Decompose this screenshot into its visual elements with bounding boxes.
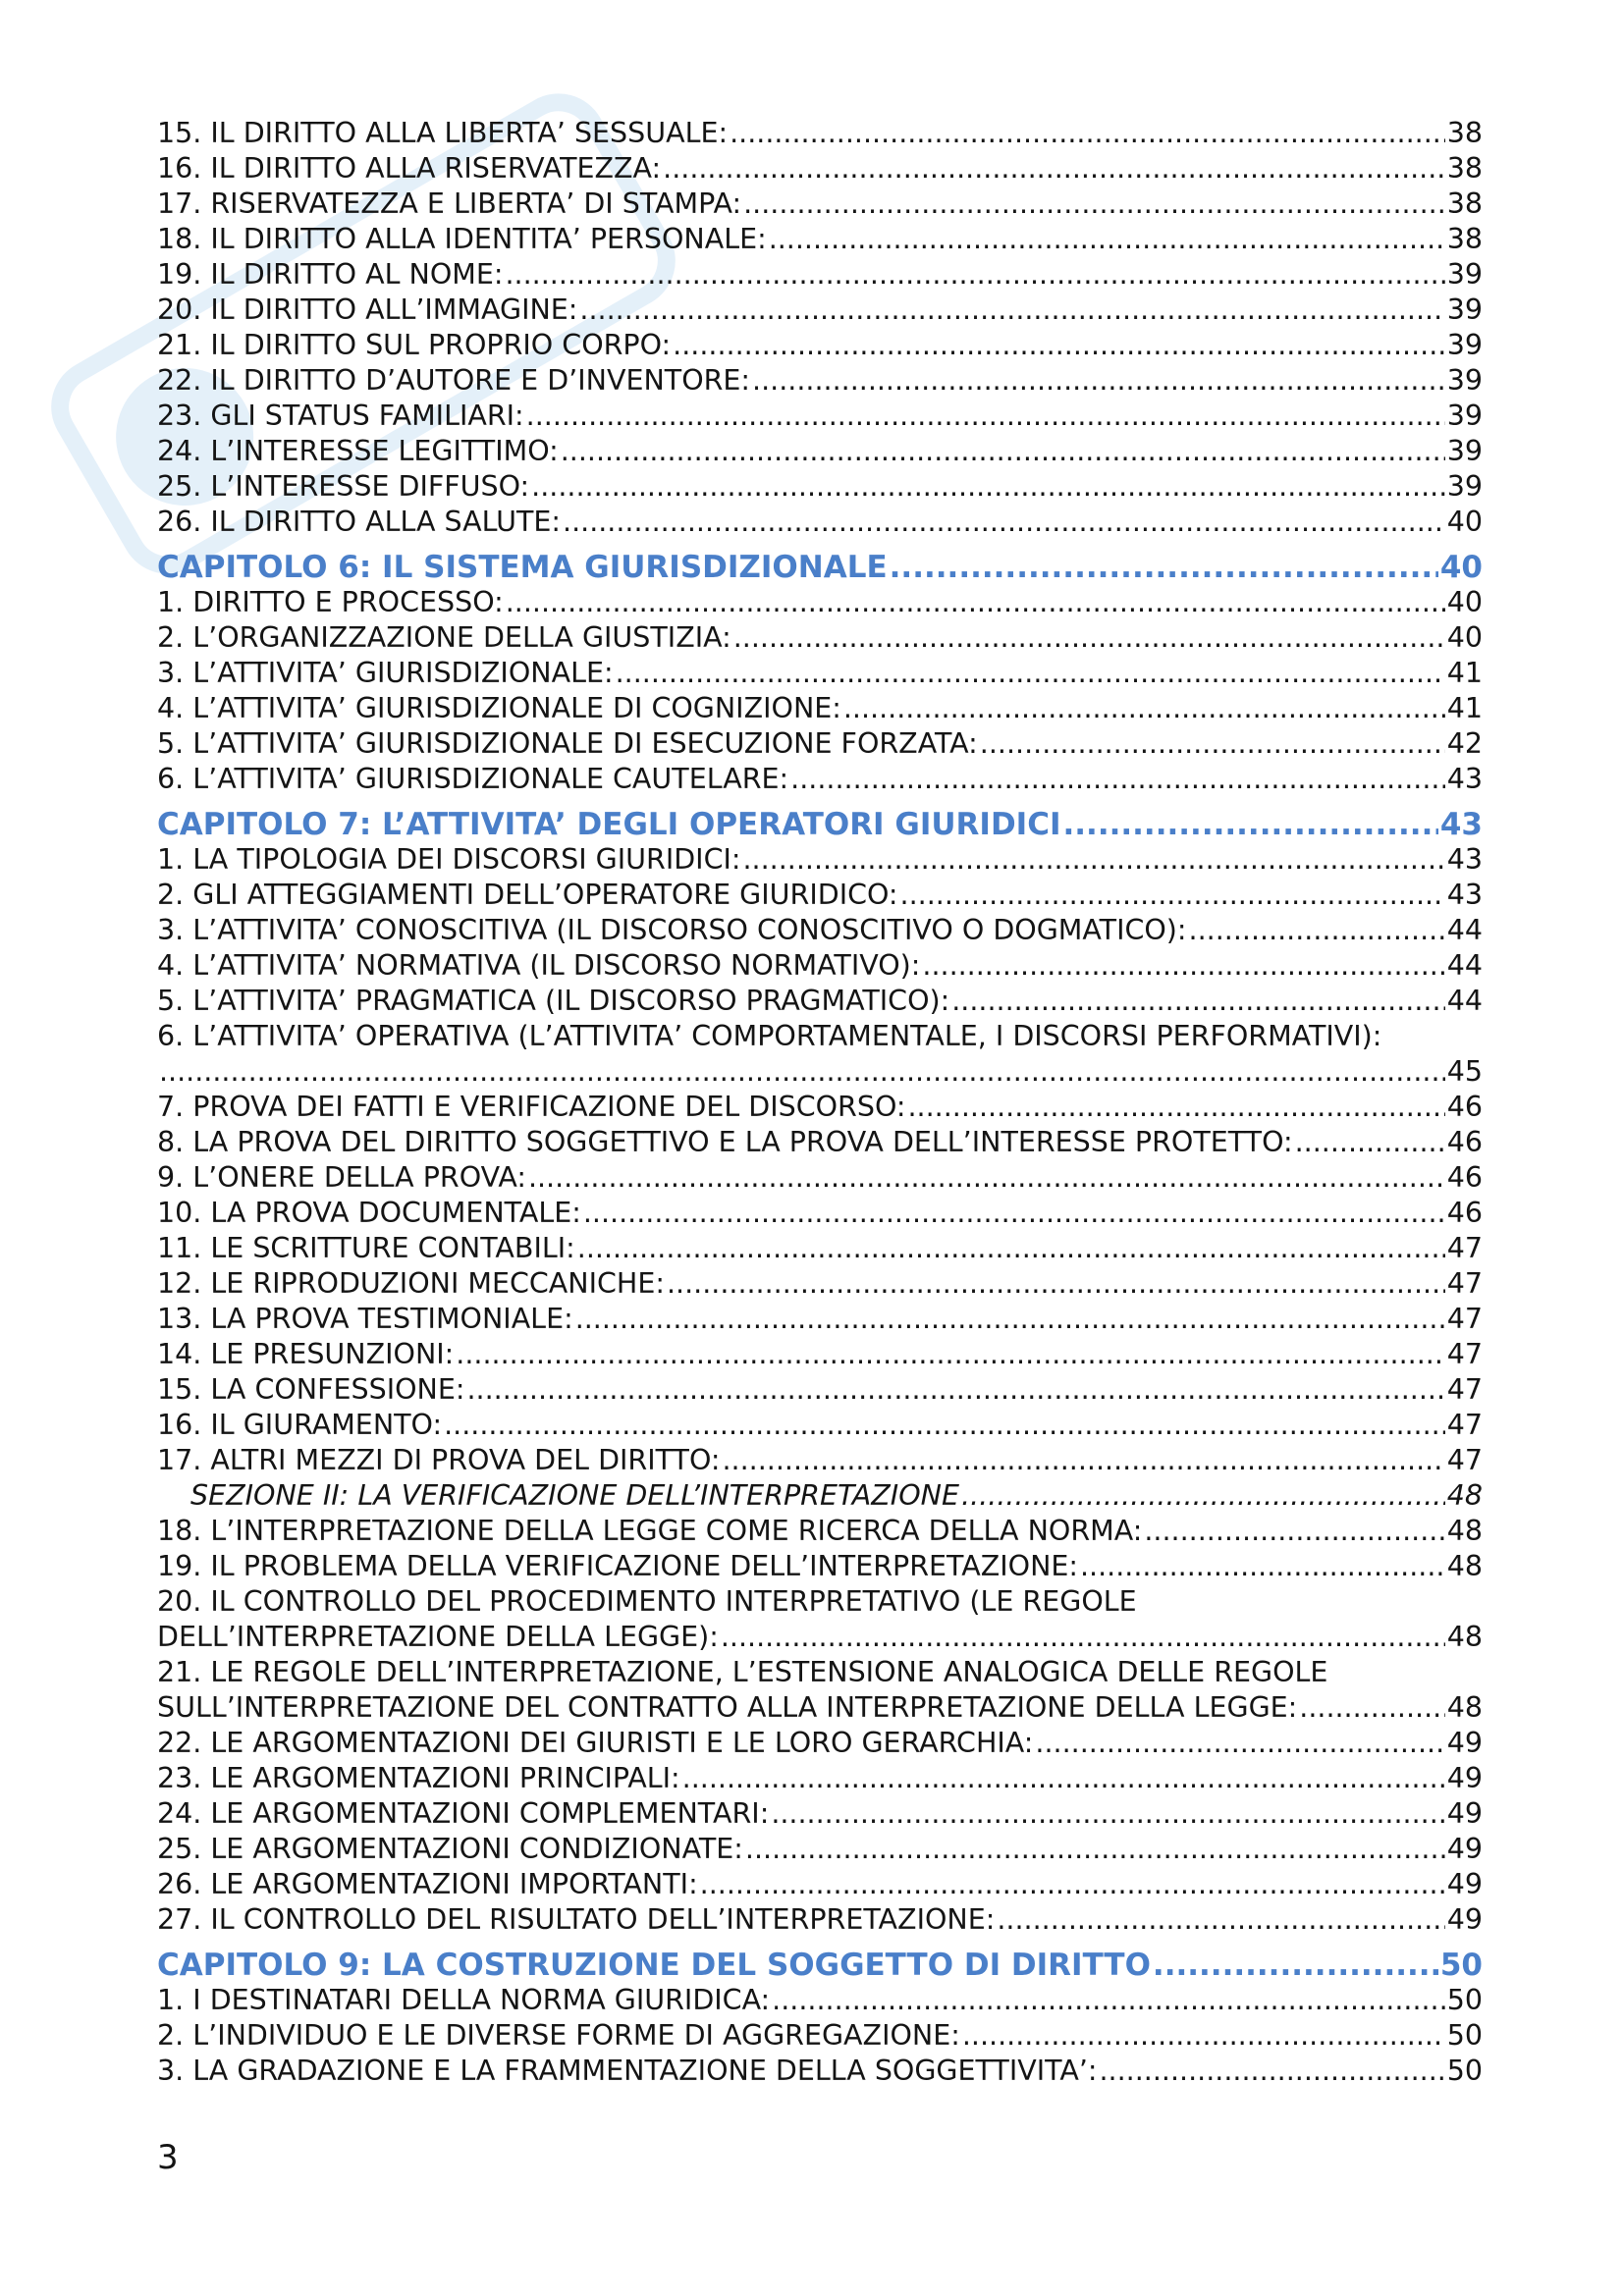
toc-entry[interactable] [157, 1796, 1483, 1832]
toc-block-section2-items [157, 1514, 1483, 1584]
chapter-page: 50 [1439, 1948, 1483, 1983]
entry-title: 20. IL CONTROLLO DEL PROCEDIMENTO INTERPRETATIVO (LE REGOLE [157, 1585, 1137, 1618]
leader-dots [528, 1160, 1445, 1196]
toc-entry[interactable] [157, 1160, 1483, 1196]
toc-entry[interactable] [157, 469, 1483, 505]
entry-title: 16. IL GIURAMENTO: [157, 1409, 443, 1441]
entry-page: 40 [1446, 586, 1483, 618]
leader-dots [900, 878, 1445, 913]
toc-entry[interactable] [157, 1231, 1483, 1266]
entry-page: 40 [1446, 506, 1483, 538]
toc-entry[interactable] [157, 1337, 1483, 1372]
leader-dots [506, 585, 1445, 620]
entry-page: 43 [1446, 763, 1483, 795]
toc-entry[interactable] [157, 1090, 1483, 1125]
toc-entry-20-line2[interactable] [157, 1620, 1483, 1655]
toc-entry[interactable] [157, 762, 1483, 797]
entry-page: 48 [1446, 1515, 1483, 1547]
entry-page: 39 [1446, 400, 1483, 432]
toc-entry[interactable] [157, 726, 1483, 762]
leader-dots [700, 1867, 1445, 1902]
entry-title: 26. IL DIRITTO ALLA SALUTE: [157, 506, 562, 538]
entry-page: 48 [1446, 1621, 1483, 1653]
leader-dots [563, 505, 1445, 540]
leader-dots [843, 691, 1445, 726]
leader-dots [682, 1761, 1445, 1796]
entry-title: 11. LE SCRITTURE CONTABILI: [157, 1232, 575, 1264]
leader-dots [771, 1796, 1444, 1832]
leader-dots [526, 399, 1445, 434]
chapter-page: 43 [1439, 807, 1483, 842]
entry-title: 9. L’ONERE DELLA PROVA: [157, 1161, 526, 1194]
entry-page: 46 [1446, 1126, 1483, 1158]
toc-block-chapter7-items-a [157, 842, 1483, 1019]
entry-title: 15. IL DIRITTO ALLA LIBERTA’ SESSUALE: [157, 117, 729, 149]
toc-entry[interactable] [157, 1832, 1483, 1867]
entry-page: 48 [1446, 1550, 1483, 1582]
toc-chapter-6[interactable] [157, 550, 1483, 585]
entry-page: 39 [1446, 364, 1483, 397]
entry-title: 26. LE ARGOMENTAZIONI IMPORTANTI: [157, 1868, 698, 1900]
entry-title: 19. IL PROBLEMA DELLA VERIFICAZIONE DELL’INTERPRETAZIONE: [157, 1550, 1078, 1582]
toc-block-section2-items-b [157, 1726, 1483, 1938]
entry-title: 8. LA PROVA DEL DIRITTO SOGGETTIVO E LA PROVA DELL’INTERESSE PROTETTO: [157, 1126, 1293, 1158]
entry-title: 16. IL DIRITTO ALLA RISERVATEZZA: [157, 152, 662, 185]
entry-title: 17. RISERVATEZZA E LIBERTA’ DI STAMPA: [157, 187, 742, 220]
toc-entry[interactable] [157, 257, 1483, 293]
entry-title: 10. LA PROVA DOCUMENTALE: [157, 1197, 581, 1229]
entry-page: 39 [1446, 294, 1483, 326]
leader-dots [1080, 1549, 1445, 1584]
toc-entry[interactable] [157, 1302, 1483, 1337]
entry-title: 4. L’ATTIVITA’ NORMATIVA (IL DISCORSO NORMATIVO): [157, 949, 921, 982]
leader-dots [922, 948, 1444, 984]
entry-page: 38 [1446, 117, 1483, 149]
leader-dots [1295, 1125, 1445, 1160]
entry-page: 44 [1446, 949, 1483, 982]
leader-dots [579, 293, 1444, 328]
toc-entry[interactable] [157, 434, 1483, 469]
toc-chapter-7[interactable] [157, 807, 1483, 842]
page-number: 3 [157, 2138, 179, 2177]
toc-entry[interactable] [157, 222, 1483, 257]
entry-title: 25. L’INTERESSE DIFFUSO: [157, 470, 530, 503]
toc-entry[interactable] [157, 878, 1483, 913]
leader-dots [1153, 1948, 1438, 1983]
toc-entry[interactable] [157, 1514, 1483, 1549]
entry-page: 47 [1446, 1303, 1483, 1335]
toc-block-chapter6-items [157, 585, 1483, 797]
leader-dots [790, 762, 1445, 797]
entry-page: 48 [1446, 1691, 1483, 1724]
entry-title: DELL’INTERPRETAZIONE DELLA LEGGE): [157, 1621, 719, 1653]
entry-title: 5. L’ATTIVITA’ PRAGMATICA (IL DISCORSO PRAGMATICO): [157, 985, 950, 1017]
chapter-title: CAPITOLO 9: LA COSTRUZIONE DEL SOGGETTO DI DIRITTO [157, 1948, 1151, 1983]
toc-block-chapter7-items-b [157, 1090, 1483, 1478]
entry-page: 42 [1446, 727, 1483, 760]
toc-entry[interactable] [157, 2054, 1483, 2089]
toc-entry[interactable] [157, 363, 1483, 399]
leader-dots [1035, 1726, 1444, 1761]
section-title: SEZIONE II: LA VERIFICAZIONE DELL’INTERPRETAZIONE [190, 1479, 959, 1512]
leader-dots [583, 1196, 1445, 1231]
leader-dots [951, 984, 1444, 1019]
entry-page: 49 [1446, 1762, 1483, 1794]
leader-dots [962, 2018, 1445, 2054]
table-of-contents [157, 116, 1483, 2089]
leader-dots [444, 1408, 1445, 1443]
toc-section-2[interactable] [157, 1478, 1483, 1514]
leader-dots [575, 1302, 1445, 1337]
leader-dots [505, 257, 1444, 293]
toc-entry[interactable] [157, 620, 1483, 656]
entry-page: 38 [1446, 152, 1483, 185]
leader-dots [466, 1372, 1444, 1408]
leader-dots [616, 656, 1445, 691]
entry-title: 6. L’ATTIVITA’ OPERATIVA (L’ATTIVITA’ COMPORTAMENTALE, I DISCORSI PERFORMATIVI): [157, 1020, 1382, 1052]
entry-page: 47 [1446, 1338, 1483, 1370]
toc-block-chapter5-items [157, 116, 1483, 540]
leader-dots [961, 1478, 1445, 1514]
leader-dots [1063, 807, 1438, 842]
entry-title: 23. GLI STATUS FAMILIARI: [157, 400, 524, 432]
entry-page: 43 [1446, 879, 1483, 911]
entry-title: 3. L’ATTIVITA’ GIURISDIZIONALE: [157, 657, 614, 689]
toc-entry[interactable] [157, 187, 1483, 222]
entry-title: 6. L’ATTIVITA’ GIURISDIZIONALE CAUTELARE: [157, 763, 789, 795]
leader-dots [980, 726, 1445, 762]
entry-title: 2. L’ORGANIZZAZIONE DELLA GIUSTIZIA: [157, 621, 731, 654]
toc-entry-21-line2[interactable] [157, 1690, 1483, 1726]
entry-page: 46 [1446, 1091, 1483, 1123]
toc-entry[interactable] [157, 691, 1483, 726]
entry-title: 14. LE PRESUNZIONI: [157, 1338, 455, 1370]
entry-title: 1. DIRITTO E PROCESSO: [157, 586, 504, 618]
toc-entry[interactable] [157, 656, 1483, 691]
entry-page: 47 [1446, 1373, 1483, 1406]
entry-title: 24. LE ARGOMENTAZIONI COMPLEMENTARI: [157, 1797, 770, 1830]
entry-title: 20. IL DIRITTO ALL’IMMAGINE: [157, 294, 578, 326]
entry-title: 22. IL DIRITTO D’AUTORE E D’INVENTORE: [157, 364, 751, 397]
toc-entry[interactable] [157, 1266, 1483, 1302]
chapter-page: 40 [1439, 550, 1483, 585]
entry-page: 49 [1446, 1903, 1483, 1936]
entry-page: 40 [1446, 621, 1483, 654]
leader-dots [577, 1231, 1445, 1266]
toc-entry-21-line1[interactable] [157, 1655, 1483, 1690]
entry-title: 21. LE REGOLE DELL’INTERPRETAZIONE, L’ESTENSIONE ANALOGICA DELLE REGOLE [157, 1656, 1328, 1688]
entry-page: 38 [1446, 223, 1483, 255]
entry-page: 45 [1446, 1055, 1483, 1088]
leader-dots [769, 222, 1445, 257]
toc-entry[interactable] [157, 1372, 1483, 1408]
toc-entry[interactable] [157, 1125, 1483, 1160]
leader-dots [722, 1443, 1444, 1478]
entry-title: 15. LA CONFESSIONE: [157, 1373, 465, 1406]
toc-entry[interactable] [157, 1408, 1483, 1443]
toc-entry[interactable] [157, 842, 1483, 878]
leader-dots [907, 1090, 1444, 1125]
entry-page: 50 [1446, 2019, 1483, 2052]
entry-page: 50 [1446, 1984, 1483, 2016]
toc-entry[interactable] [157, 984, 1483, 1019]
leader-dots [733, 620, 1445, 656]
entry-page: 41 [1446, 657, 1483, 689]
entry-title: 2. GLI ATTEGGIAMENTI DELL’OPERATORE GIURIDICO: [157, 879, 898, 911]
entry-page: 39 [1446, 470, 1483, 503]
entry-title: 1. LA TIPOLOGIA DEI DISCORSI GIURIDICI: [157, 843, 741, 876]
toc-entry[interactable] [157, 116, 1483, 151]
entry-title: 18. L’INTERPRETAZIONE DELLA LEGGE COME RICERCA DELLA NORMA: [157, 1515, 1143, 1547]
entry-page: 50 [1446, 2055, 1483, 2087]
toc-entry[interactable] [157, 151, 1483, 187]
entry-page: 47 [1446, 1232, 1483, 1264]
entry-page: 47 [1446, 1267, 1483, 1300]
toc-entry[interactable] [157, 585, 1483, 620]
leader-dots [890, 550, 1438, 585]
entry-page: 39 [1446, 258, 1483, 291]
entry-page: 44 [1446, 985, 1483, 1017]
entry-title: 3. L’ATTIVITA’ CONOSCITIVA (IL DISCORSO CONOSCITIVO O DOGMATICO): [157, 914, 1187, 946]
leader-dots [772, 1983, 1445, 2018]
leader-dots [752, 363, 1445, 399]
toc-entry[interactable] [157, 505, 1483, 540]
leader-dots [1299, 1690, 1444, 1726]
toc-entry[interactable] [157, 1726, 1483, 1761]
toc-entry-20-line1[interactable] [157, 1584, 1483, 1620]
entry-title: 3. LA GRADAZIONE E LA FRAMMENTAZIONE DELLA SOGGETTIVITA’: [157, 2055, 1098, 2087]
toc-entry[interactable] [157, 1196, 1483, 1231]
entry-title: 18. IL DIRITTO ALLA IDENTITA’ PERSONALE: [157, 223, 767, 255]
entry-title: 13. LA PROVA TESTIMONIALE: [157, 1303, 573, 1335]
leader-dots [1189, 913, 1445, 948]
leader-dots [561, 434, 1445, 469]
entry-title: 5. L’ATTIVITA’ GIURISDIZIONALE DI ESECUZIONE FORZATA: [157, 727, 978, 760]
entry-page: 46 [1446, 1161, 1483, 1194]
toc-entry-6-line1[interactable] [157, 1019, 1483, 1054]
toc-entry[interactable] [157, 399, 1483, 434]
entry-title: 22. LE ARGOMENTAZIONI DEI GIURISTI E LE LORO GERARCHIA: [157, 1727, 1034, 1759]
leader-dots [745, 1832, 1445, 1867]
entry-page: 49 [1446, 1797, 1483, 1830]
entry-page: 44 [1446, 914, 1483, 946]
toc-entry[interactable] [157, 1549, 1483, 1584]
entry-title: 27. IL CONTROLLO DEL RISULTATO DELL’INTERPRETAZIONE: [157, 1903, 996, 1936]
entry-title: 19. IL DIRITTO AL NOME: [157, 258, 504, 291]
chapter-title: CAPITOLO 7: L’ATTIVITA’ DEGLI OPERATORI GIURIDICI [157, 807, 1061, 842]
entry-title: 21. IL DIRITTO SUL PROPRIO CORPO: [157, 329, 672, 361]
toc-entry[interactable] [157, 1902, 1483, 1938]
toc-entry[interactable] [157, 948, 1483, 984]
entry-title: 4. L’ATTIVITA’ GIURISDIZIONALE DI COGNIZIONE: [157, 692, 841, 724]
entry-page: 47 [1446, 1444, 1483, 1476]
entry-page: 49 [1446, 1833, 1483, 1865]
entry-title: SULL’INTERPRETAZIONE DEL CONTRATTO ALLA INTERPRETAZIONE DELLA LEGGE: [157, 1691, 1298, 1724]
section-page: 48 [1446, 1479, 1483, 1512]
leader-dots [531, 469, 1445, 505]
entry-page: 49 [1446, 1868, 1483, 1900]
leader-dots [997, 1902, 1444, 1938]
toc-entry[interactable] [157, 2018, 1483, 2054]
leader-dots [730, 116, 1445, 151]
leader-dots [1144, 1514, 1444, 1549]
toc-entry[interactable] [157, 1867, 1483, 1902]
entry-page: 38 [1446, 187, 1483, 220]
leader-dots [673, 328, 1445, 363]
leader-dots [456, 1337, 1444, 1372]
entry-page: 41 [1446, 692, 1483, 724]
chapter-title: CAPITOLO 6: IL SISTEMA GIURISDIZIONALE [157, 550, 888, 585]
entry-page: 49 [1446, 1727, 1483, 1759]
leader-dots [742, 842, 1444, 878]
leader-dots [1100, 2054, 1445, 2089]
entry-page: 46 [1446, 1197, 1483, 1229]
entry-title: 7. PROVA DEI FATTI E VERIFICAZIONE DEL DISCORSO: [157, 1091, 906, 1123]
entry-title: 12. LE RIPRODUZIONI MECCANICHE: [157, 1267, 665, 1300]
entry-page: 47 [1446, 1409, 1483, 1441]
toc-entry[interactable] [157, 913, 1483, 948]
entry-page: 39 [1446, 435, 1483, 467]
entry-title: 2. L’INDIVIDUO E LE DIVERSE FORME DI AGGREGAZIONE: [157, 2019, 960, 2052]
entry-title: 25. LE ARGOMENTAZIONI CONDIZIONATE: [157, 1833, 743, 1865]
toc-entry[interactable] [157, 1443, 1483, 1478]
leader-dots [663, 151, 1445, 187]
entry-title: 23. LE ARGOMENTAZIONI PRINCIPALI: [157, 1762, 680, 1794]
entry-title: 24. L’INTERESSE LEGITTIMO: [157, 435, 559, 467]
entry-title: 1. I DESTINATARI DELLA NORMA GIURIDICA: [157, 1984, 771, 2016]
toc-chapter-9[interactable] [157, 1948, 1483, 1983]
toc-block-chapter9-items [157, 1983, 1483, 2089]
leader-dots [159, 1054, 1445, 1090]
leader-dots [721, 1620, 1445, 1655]
toc-entry[interactable] [157, 1983, 1483, 2018]
entry-page: 43 [1446, 843, 1483, 876]
toc-entry[interactable] [157, 293, 1483, 328]
leader-dots [667, 1266, 1445, 1302]
entry-page: 39 [1446, 329, 1483, 361]
toc-entry[interactable] [157, 1761, 1483, 1796]
toc-entry[interactable] [157, 328, 1483, 363]
entry-title: 17. ALTRI MEZZI DI PROVA DEL DIRITTO: [157, 1444, 721, 1476]
leader-dots [743, 187, 1445, 222]
toc-entry-6-line2[interactable] [157, 1054, 1483, 1090]
